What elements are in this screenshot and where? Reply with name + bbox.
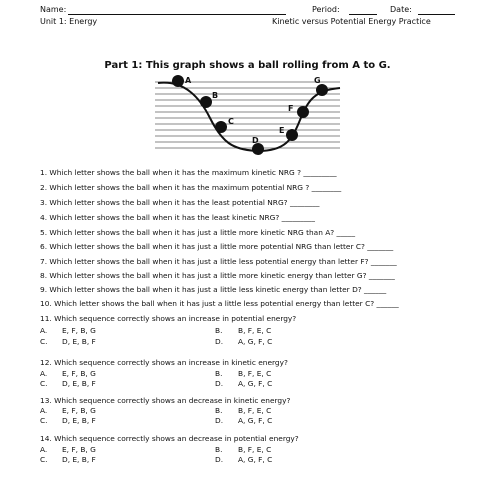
q13-option-b-letter: B.: [215, 406, 223, 415]
ball-a: [172, 75, 184, 87]
q13-option-c-letter: C.: [40, 416, 48, 425]
question-1: 1. Which letter shows the ball when it has the maximum kinetic NRG ? _________: [40, 168, 337, 177]
q14-option-a-letter: A.: [40, 445, 48, 454]
q14-option-b-letter: B.: [215, 445, 223, 454]
q12-option-c-letter: C.: [40, 379, 48, 388]
q13-option-a-letter: A.: [40, 406, 48, 415]
question-2: 2. Which letter shows the ball when it has the maximum potential NRG ? ________: [40, 183, 342, 192]
q11-option-b-text: B, F, E, C: [238, 326, 272, 335]
q12-option-a-text: E, F, B, G: [62, 369, 96, 378]
label-d: D: [252, 136, 259, 145]
question-3: 3. Which letter shows the ball when it has the least potential NRG? ________: [40, 198, 320, 207]
q12-option-b-letter: B.: [215, 369, 223, 378]
q13-option-d-text: A, G, F, C: [238, 416, 273, 425]
q13-option-d-letter: D.: [215, 416, 224, 425]
date-label: Date:: [390, 5, 412, 14]
ball-b: [200, 96, 212, 108]
label-e: E: [279, 126, 285, 135]
question-12: 12. Which sequence correctly shows an increase in kinetic energy?: [40, 358, 288, 367]
question-8: 8. Which letter shows the ball when it has just a little more kinetic energy than letter G? _______: [40, 271, 395, 280]
q12-option-d-text: A, G, F, C: [238, 379, 273, 388]
question-14: 14. Which sequence correctly shows an decrease in potential energy?: [40, 434, 299, 443]
q13-option-c-text: D, E, B, F: [62, 416, 96, 425]
part-title: Part 1: This graph shows a ball rolling from A to G.: [104, 60, 391, 71]
q11-option-c-text: D, E, B, F: [62, 337, 96, 346]
question-10: 10. Which letter shows the ball when it has just a little less potential energy than letter C? ______: [40, 299, 399, 308]
q11-option-c-letter: C.: [40, 337, 48, 346]
q12-option-c-text: D, E, B, F: [62, 379, 96, 388]
question-13: 13. Which sequence correctly shows an decrease in kinetic energy?: [40, 396, 291, 405]
q14-option-a-text: E, F, B, G: [62, 445, 96, 454]
q12-option-a-letter: A.: [40, 369, 48, 378]
ball-c: [215, 121, 227, 133]
name-label: Name:: [40, 5, 67, 14]
question-5: 5. Which letter shows the ball when it has just a little more kinetic NRG than A? _____: [40, 228, 356, 237]
ball-e: [286, 129, 298, 141]
unit-label: Unit 1: Energy: [40, 17, 98, 26]
period-label: Period:: [312, 5, 340, 14]
ball-f: [297, 106, 309, 118]
q11-option-d-text: A, G, F, C: [238, 337, 273, 346]
q11-option-b-letter: B.: [215, 326, 223, 335]
q12-option-b-text: B, F, E, C: [238, 369, 272, 378]
label-g: G: [314, 76, 321, 85]
question-9: 9. Which letter shows the ball when it has just a little less kinetic energy than letter D? ______: [40, 285, 387, 294]
label-c: C: [228, 117, 234, 126]
question-11: 11. Which sequence correctly shows an increase in potential energy?: [40, 314, 297, 323]
q14-option-c-text: D, E, B, F: [62, 455, 96, 464]
worksheet-subtitle: Kinetic versus Potential Energy Practice: [272, 17, 431, 26]
label-a: A: [185, 76, 192, 85]
q11-option-d-letter: D.: [215, 337, 224, 346]
balls: [172, 75, 328, 155]
question-7: 7. Which letter shows the ball when it has just a little less potential energy than letter F? _______: [40, 257, 397, 266]
track-curve: [158, 83, 340, 151]
q14-option-c-letter: C.: [40, 455, 48, 464]
q14-option-d-letter: D.: [215, 455, 224, 464]
q13-option-b-text: B, F, E, C: [238, 406, 272, 415]
q11-option-a-text: E, F, B, G: [62, 326, 96, 335]
question-4: 4. Which letter shows the ball when it has the least kinetic NRG? _________: [40, 213, 315, 222]
label-b: B: [212, 91, 219, 100]
q11-option-a-letter: A.: [40, 326, 48, 335]
label-f: F: [288, 104, 294, 113]
q14-option-b-text: B, F, E, C: [238, 445, 272, 454]
ball-g: [316, 84, 328, 96]
q12-option-d-letter: D.: [215, 379, 224, 388]
background-hatch-lines: [155, 82, 340, 148]
q13-option-a-text: E, F, B, G: [62, 406, 96, 415]
q14-option-d-text: A, G, F, C: [238, 455, 273, 464]
question-6: 6. Which letter shows the ball when it has just a little more potential NRG than letter C? _______: [40, 242, 394, 251]
